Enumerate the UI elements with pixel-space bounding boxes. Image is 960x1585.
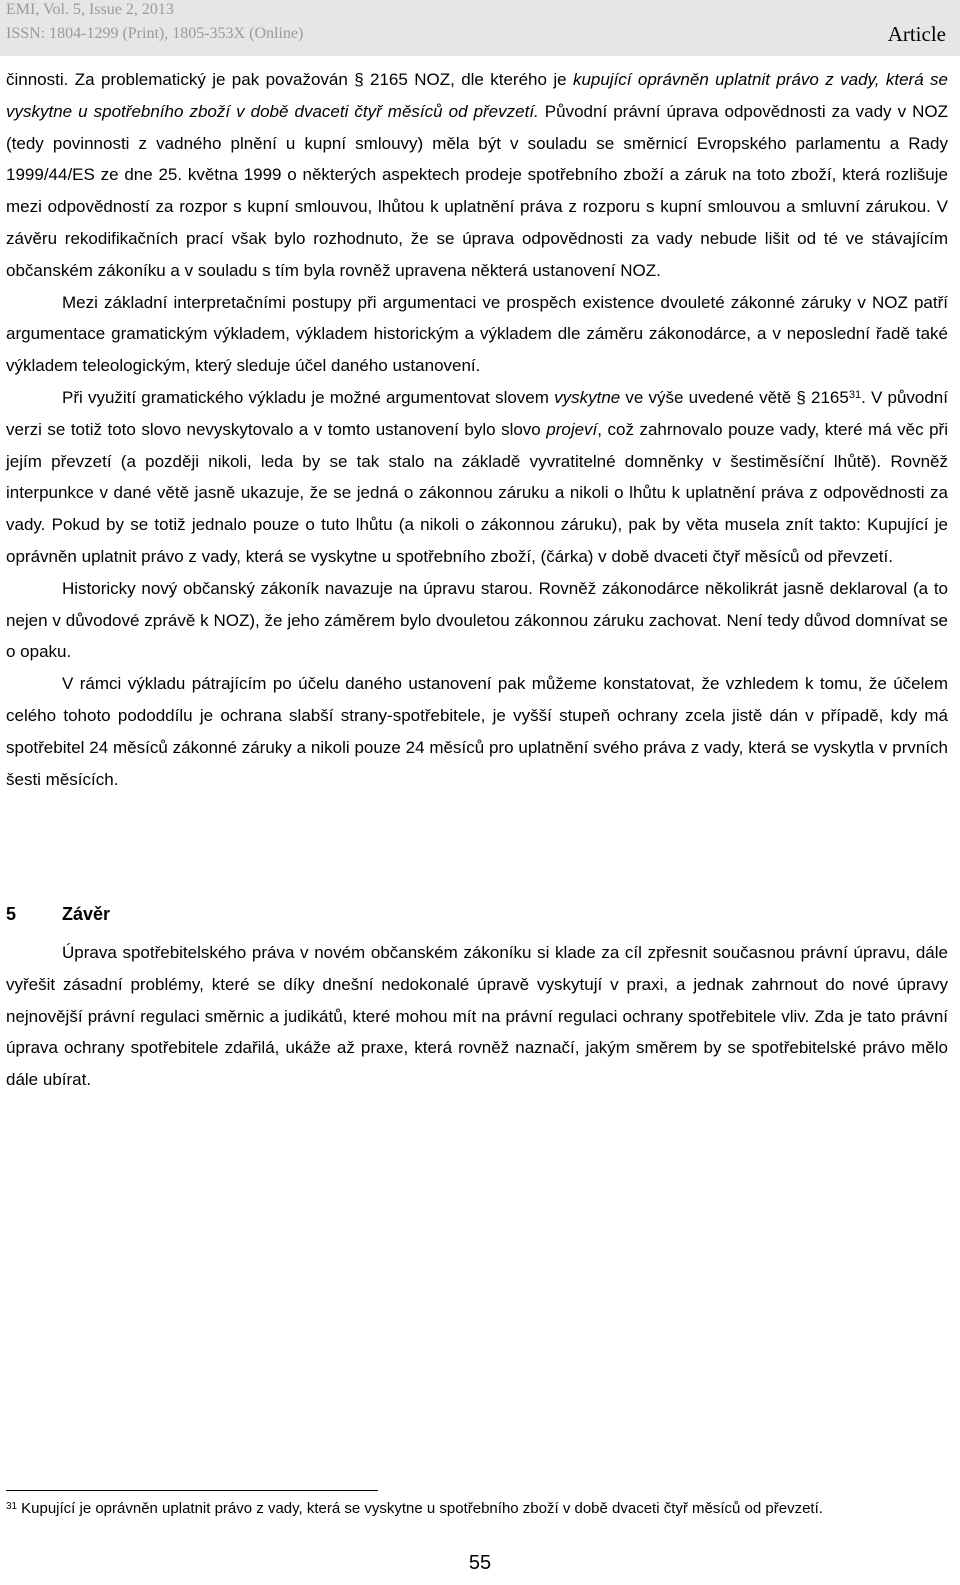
conclusion-text [6, 937, 948, 1096]
section-title: Závěr [62, 904, 111, 924]
section-number: 5 [6, 904, 17, 924]
page-header [0, 0, 960, 56]
body-text [6, 64, 948, 795]
issn-info: ISSN: 1804-1299 (Print), 1805-353X (Online) [6, 25, 304, 42]
section-heading [6, 899, 948, 929]
page-number: 55 [468, 1552, 492, 1574]
article-type-label: Article [887, 22, 946, 46]
footnote-reference[interactable]: 31 [848, 388, 862, 401]
conclusion-paragraph: Úprava spotřebitelského práva v novém občanském zákoníku si klade za cíl zpřesnit současnou právní úpravu, dále vyřešit zásadní problémy, které se díky dnešní nedokonalé úpravě vyskytují v praxi, a jednak zahrnout do nové úpravy nejnovější právní regulaci směrnic a judikátů, které mohou mít na právní regulaci ochrany spotřebitele vliv. Zda je tato právní úprava ochrany spotřebitele zdařilá, ukáže až praxe, která rovněž naznačí, jakým směrem by se spotřebitelské právo mělo dále ubírat. [6, 943, 948, 1090]
paragraph-5: V rámci výkladu pátrajícím po účelu daného ustanovení pak můžeme konstatovat, že vzhledem k tomu, že účelem celého tohoto pododdílu je ochrana slabší strany-spotřebitele, je vyšší stupeň ochrany zcela jistě dán v případě, kdy má spotřebitel 24 měsíců zákonné záruky a nikoli pouze 24 měsíců pro uplatnění svého práva z vady, která se vyskytla v prvních šesti měsících. [6, 674, 948, 789]
footnote-number: 31 [6, 1501, 18, 1512]
journal-info: EMI, Vol. 5, Issue 2, 2013 [6, 1, 174, 18]
paragraph-2: Mezi základní interpretačními postupy při argumentaci ve prospěch existence dvouleté zákonné záruky v NOZ patří argumentace gramatickým výkladem, výkladem historickým a výkladem dle záměru zákonodárce, a v neposlední řadě také výkladem teleologickým, který sleduje účel daného ustanovení. [6, 292, 948, 376]
footnote-separator [6, 1490, 378, 1491]
footnote-text: Kupující je oprávněn uplatnit právo z vady, která se vyskytne u spotřebního zboží v době dvaceti čtyř měsíců od převzetí. [21, 1500, 823, 1517]
paragraph-1: činnosti. Za problematický je pak považován § 2165 NOZ, dle kterého je kupující oprávněn uplatnit právo z vady, která se vyskytne u spotřebního zboží v době dvaceti čtyř měsíců od převzetí. Původní právní úprava odpovědnosti za vady v NOZ (tedy povinnosti z vadného plnění u kupní smlouvy) měla být v souladu se směrnicí Evropského parlamentu a Rady 1999/44/ES ze dne 25. května 1999 o některých aspektech prodeje spotřebního zboží a záruk na toto zboží, která rozlišuje mezi odpovědností za rozpor s kupní smlouvou, lhůtou k uplatnění práva z rozporu s kupní smlouvou a smluvní zárukou. V závěru rekodifikačních prací však bylo rozhodnuto, že se úprava odpovědnosti za vady nebude lišit od té ve stávajícím občanském zákoníku a v souladu s tím byla rovněž upravena některá ustanovení NOZ. [6, 70, 948, 280]
paragraph-3: Při využití gramatického výkladu je možné argumentovat slovem vyskytne ve výše uvedené větě § 2165$^{31}$. V původní verzi se totiž toto slovo nevyskytovalo a v tomto ustanovení bylo slovo projeví, což zahrnovalo pouze vady, které má věc při jejím převzetí (a později nikoli, leda by se tak stalo na základě vyvratitelné domněnky v šestiměsíční lhůtě). Rovněž interpunkce v dané větě jasně ukazuje, že se jedná o zákonnou záruku a nikoli o lhůtu k uplatnění práva z odpovědnosti za vady. Pokud by se totiž jednalo pouze o tuto lhůtu (a nikoli o zákonnou záruku), pak by věta musela znít takto: Kupující je oprávněn uplatnit právo z vady, která se vyskytne u spotřebního zboží, (čárka) v době dvaceti čtyř měsíců od převzetí. [6, 387, 948, 566]
footnote [6, 1499, 948, 1519]
paragraph-4: Historicky nový občanský zákoník navazuje na úpravu starou. Rovněž zákonodárce několikrát jasně deklaroval (a to nejen v důvodové zprávě k NOZ), že jeho záměrem bylo dvouletou zákonnou záruku zachovat. Není tedy důvod domnívat se o opaku. [6, 578, 948, 662]
